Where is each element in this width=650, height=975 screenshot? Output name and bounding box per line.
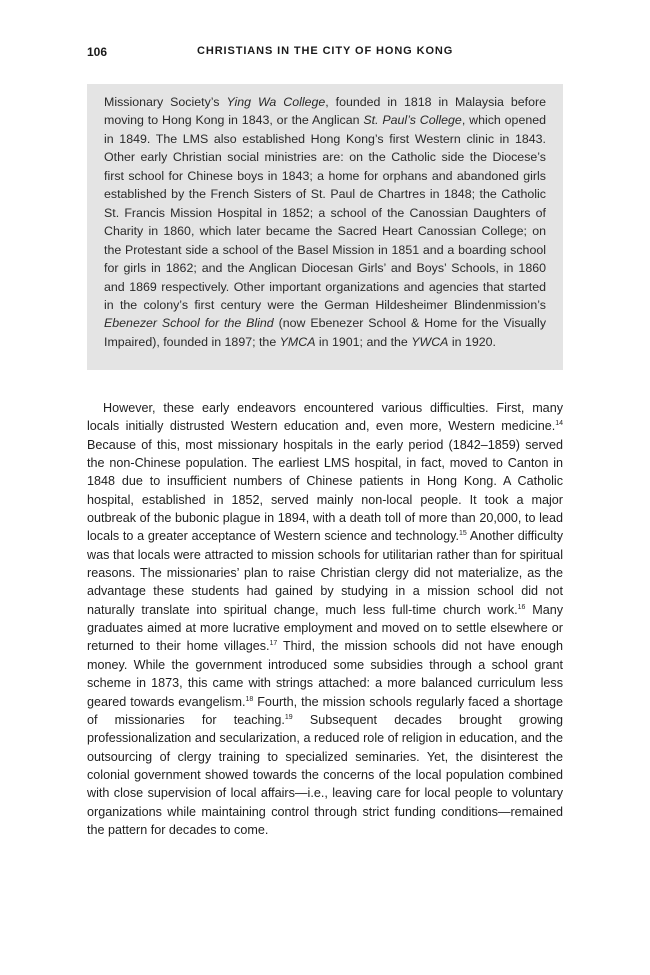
page-number: 106	[87, 45, 108, 59]
sidebar-text-segment: (now Ebenezer School & Home for the Visually Impaired), founded in 1897; the	[104, 316, 547, 349]
body-text-segment: However, these early endeavors encountered various difficulties. First, many locals initially distrusted Western education and, even more, Western medicine.	[87, 401, 563, 434]
sidebar-italic-title: Ebenezer School for the Blind	[104, 316, 274, 331]
sidebar-italic-title: YWCA	[411, 334, 449, 349]
sidebar-text-segment: Missionary Society’s	[104, 95, 227, 109]
footnote-ref-19[interactable]: 19	[284, 713, 293, 721]
sidebar-text-segment: , which opened in 1849. The LMS also established Hong Kong’s first Western clinic in 1843. Other early Christian social ministries are: on the Catholic side the Diocese’s first school for Chinese boys in 1843; a home for orphans and abandoned girls established by the French Sisters of St. Paul de Chartres in 1848; the Catholic St. Francis Mission Hospital in 1852; a school of the Canossian Daughters of Charity in 1860, which later became the Sacred Heart Canossian College; on the Protestant side a school of the Basel Mission in 1851 and a boarding school for girls in 1862; and the Anglican Diocesan Girls’ and Boys’ Schools, in 1860 and 1869 respectively. Other important organizations and agencies that started in the colony’s first century were the German Hildesheimer Blindenmission’s	[104, 113, 547, 312]
footnote-ref-18[interactable]: 18	[245, 695, 254, 703]
sidebar-italic-title: YMCA	[279, 334, 316, 349]
body-text-segment: Because of this, most missionary hospitals in the early period (1842–1859) served the non-Chinese population. The earliest LMS hospital, in fact, moved to Canton in 1848 due to insufficient numbers of Chinese patients in Hong Kong. A Catholic hospital, established in 1852, served mainly non-local people. It took a major outbreak of the bubonic plague in 1894, with a death toll of more than 20,000, to lead locals to a greater acceptance of Western science and technology.	[87, 437, 563, 544]
page-header	[87, 45, 563, 61]
body-text-segment: Fourth, the mission schools regularly faced a shortage of missionaries for teaching.	[87, 694, 563, 727]
footnote-ref-14[interactable]: 14	[555, 420, 563, 428]
running-title: CHRISTIANS IN THE CITY OF HONG KONG	[197, 45, 454, 57]
sidebar-text-segment: in 1901; and the	[315, 334, 412, 349]
footnote-ref-15[interactable]: 15	[459, 530, 467, 538]
sidebar-box	[87, 84, 563, 370]
sidebar-italic-title: Ying Wa College	[226, 95, 326, 109]
sidebar-paragraph	[104, 93, 546, 351]
body-text-segment: Many graduates aimed at more lucrative employment and moved on to settle elsewhere or returned to their home villages.	[87, 602, 563, 654]
sidebar-italic-title: St. Paul’s College	[363, 113, 462, 128]
body-text-segment: Subsequent decades brought growing professionalization and secularization, a reduced role of religion in education, and the outsourcing of clergy training to specialized seminaries. Yet, the disinterest the colonial government showed towards the concerns of the local population combined with close supervision of local affairs—i.e., leaving care for local people to voluntary organizations while maintaining control through strict funding conditions—remained the pattern for decades to come.	[87, 712, 564, 837]
footnote-ref-16[interactable]: 16	[517, 603, 526, 611]
body-paragraph	[87, 399, 563, 839]
sidebar-text-segment: , founded in 1818 in Malaysia before moving to Hong Kong in 1843, or the Anglican	[104, 95, 546, 128]
sidebar-text-segment: in 1920.	[448, 334, 496, 349]
footnote-ref-17[interactable]: 17	[269, 640, 278, 648]
body-text-segment: Third, the mission schools did not have enough money. While the government introduced some subsidies through a school grant scheme in 1873, this came with strings attached: a more balanced curriculum less geared towards evangelism.	[87, 639, 564, 709]
body-text-segment: Another difficulty was that locals were attracted to mission schools for utilitarian rather than for spiritual reasons. The missionaries’ plan to raise Christian clergy did not materialize, as the advantage these students had gained by studying in a mission school did not naturally translate into spiritual change, much less full-time church work.	[87, 529, 563, 617]
